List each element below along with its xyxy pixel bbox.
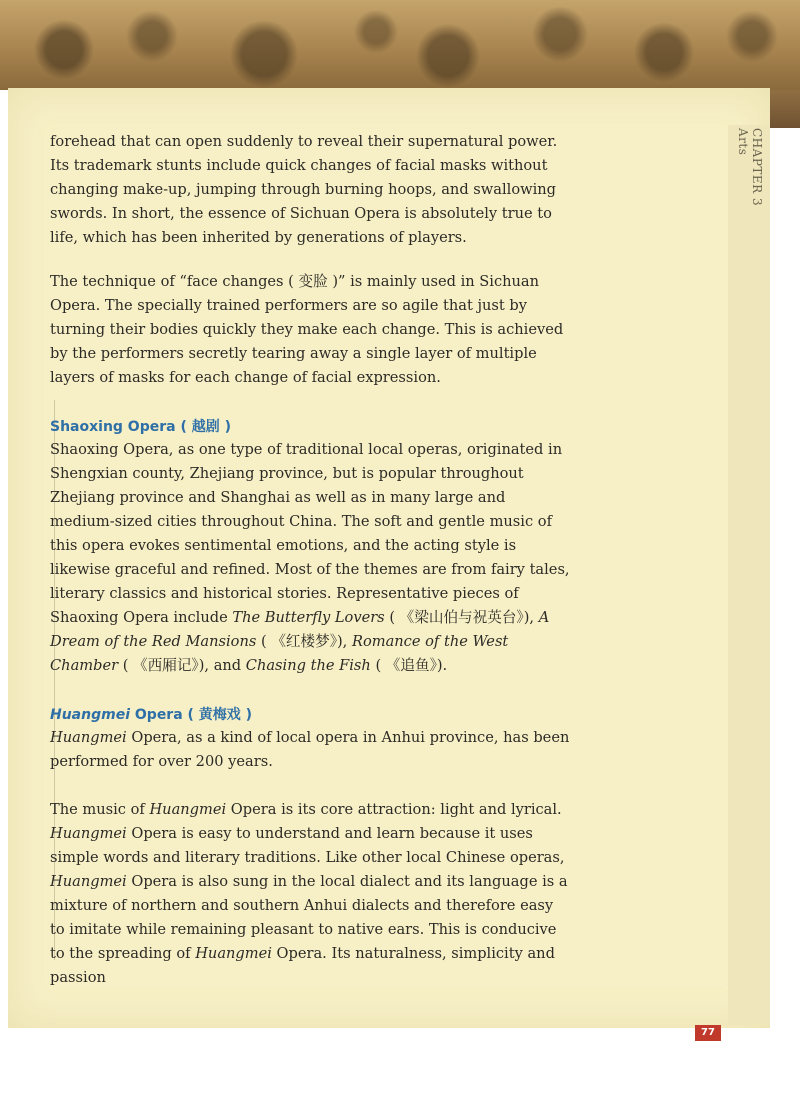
huangmei-p1-text: Opera, as a kind of local opera in Anhui province, has been performed for over 200 years. xyxy=(50,729,570,770)
huangmei-p2-b: Opera is its core attraction: light and lyrical. xyxy=(226,801,562,818)
chapter-subtitle: Arts xyxy=(736,128,750,156)
paragraph-huangmei-1 xyxy=(50,726,570,774)
work-chasing-fish-cn: ( 《追鱼》). xyxy=(370,657,448,674)
paragraph-face-changes: The technique of “face changes ( 变脸 )” is mainly used in Sichuan Opera. The specially trained performers are so agile that just by turning their bodies quickly they make each change. This is achieved by the performers secretly tearing away a single layer of multiple layers of masks for each change of facial expression. xyxy=(50,273,564,386)
huangmei-p2-e: Opera. Its naturalness, simplicity and passion xyxy=(50,945,555,986)
chapter-side-tab xyxy=(728,125,770,1025)
work-west-chamber-cn: ( 《西厢记》), xyxy=(118,657,214,674)
work-butterfly-lovers-cn: ( 《梁山伯与祝英台》), xyxy=(384,609,539,626)
heading-huangmei-latin: Huangmei xyxy=(50,707,131,723)
banner-edge xyxy=(770,90,800,128)
paragraph-sichuan-1: forehead that can open suddenly to reveal their supernatural power. Its trademark stunts include quick changes of facial masks without changing make-up, jumping through burning hoops, and swallowing swords. In short, the essence of Sichuan Opera is absolutely true to life, which has been inherited by generations of players. xyxy=(50,133,558,246)
huangmei-name-4: Huangmei xyxy=(50,873,127,890)
work-chasing-fish: Chasing the Fish xyxy=(245,657,371,674)
article-body xyxy=(50,130,570,990)
huangmei-name-1: Huangmei xyxy=(50,729,127,746)
page-number: 77 xyxy=(695,1025,721,1041)
work-dream-red-mansions: A Dream of the Red Mansions xyxy=(50,609,550,650)
paragraph-shaoxing xyxy=(50,438,570,678)
heading-huangmei-opera xyxy=(50,704,570,726)
huangmei-p2-c: Opera is easy to understand and learn because it uses simple words and literary traditions. Like other local Chinese operas, xyxy=(50,825,565,866)
huangmei-name-3: Huangmei xyxy=(50,825,127,842)
huangmei-p2-d: Opera is also sung in the local dialect and its language is a mixture of northern and southern Anhui dialects and therefore easy to imitate while remaining pleasant to native ears. This is conducive to the spreading of xyxy=(50,873,568,962)
header-painting-banner xyxy=(0,0,800,90)
shaoxing-text: Shaoxing Opera, as one type of traditional local operas, originated in Shengxian county, Zhejiang province, but is popular throughout Zhejiang province and Shanghai as well as in many large and medium-sized cities throughout China. The soft and gentle music of this opera evokes sentimental emotions, and the acting style is likewise graceful and refined. Most of the themes are from fairy tales, literary classics and historical stories. Representative pieces of Shaoxing Opera include xyxy=(50,441,570,626)
paragraph-huangmei-2 xyxy=(50,798,570,990)
work-west-chamber: Romance of the West Chamber xyxy=(50,633,509,674)
huangmei-name-2: Huangmei xyxy=(149,801,227,818)
chapter-number: CHAPTER 3 xyxy=(750,128,764,207)
and-text: and xyxy=(213,657,246,674)
heading-shaoxing-opera: Shaoxing Opera ( 越剧 ) xyxy=(50,419,231,435)
work-dream-red-mansions-cn: ( 《红楼梦》), xyxy=(256,633,352,650)
huangmei-p2-a: The music of xyxy=(50,801,150,818)
heading-huangmei-rest: Opera ( 黄梅戏 ) xyxy=(130,707,253,723)
chapter-label xyxy=(736,128,764,206)
work-butterfly-lovers: The Butterfly Lovers xyxy=(232,609,385,626)
huangmei-name-5: Huangmei xyxy=(195,945,272,962)
